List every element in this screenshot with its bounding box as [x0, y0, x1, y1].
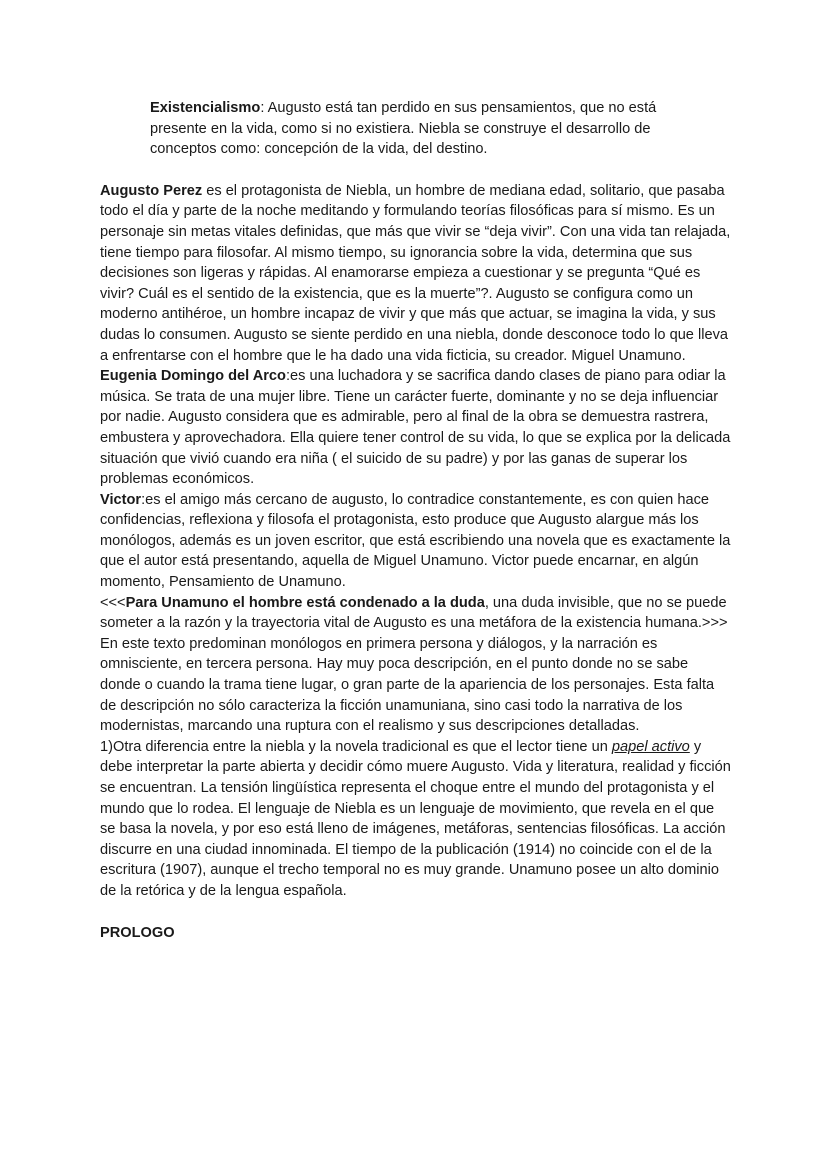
existencialismo-term: Existencialismo — [150, 100, 261, 116]
diferencia-emphasis: papel activo — [611, 738, 690, 755]
narracion-text: En este texto predominan monólogos en primera persona y diálogos, y la narración es omnisciente, en tercera persona. Hay muy poca descripción, en el punto donde no se sabe donde o cuando la trama tiene lugar, o gran parte de la apariencia de los personajes. Esta falta de descripción no sólo caracteriza la ficción unamuniana, sino casi todo la narrativa de los modernistas, marcando una ruptura con el realismo y sus descripciones detalladas. — [100, 635, 715, 735]
existencialismo-block — [150, 98, 710, 160]
existencialismo-paragraph — [150, 98, 710, 160]
diferencia-text-before: 1)Otra diferencia entre la niebla y la novela tradicional es que el lector tiene un — [100, 738, 612, 755]
existencialismo-text: : Augusto está tan perdido en sus pensamientos, que no está presente en la vida, como si no existiera. Niebla se construye el desarrollo de conceptos como: concepción de la vida, del destino. — [150, 100, 657, 158]
eugenia-paragraph — [100, 366, 732, 490]
spacer — [100, 160, 732, 181]
diferencia-paragraph — [100, 737, 732, 902]
quote-prefix: <<< — [100, 594, 126, 611]
victor-text: :es el amigo más cercano de augusto, lo contradice constantemente, es con quien hace confidencias, reflexiona y filosofa el protagonista, esto produce que Augusto alargue más los monólogos, además es un joven escritor, que está escribiendo una novela que es exactamente la que el autor está presentando, aquella de Miguel Unamuno. Victor puede encarnar, en algún momento, Pensamiento de Unamuno. — [100, 491, 731, 591]
quote-paragraph — [100, 593, 732, 634]
document-page — [100, 98, 732, 943]
quote-bold: Para Unamuno el hombre está condenado a la duda — [125, 594, 485, 611]
narracion-paragraph — [100, 634, 732, 737]
victor-paragraph — [100, 490, 732, 593]
quote-text: , una duda invisible, que no se puede someter a la razón y la trayectoria vital de Augusto es una metáfora de la existencia humana.>>> — [100, 594, 728, 632]
prologo-heading: PROLOGO — [100, 924, 175, 941]
augusto-name: Augusto Perez — [100, 182, 203, 199]
eugenia-name: Eugenia Domingo del Arco — [100, 368, 286, 385]
eugenia-text: :es una luchadora y se sacrifica dando clases de piano para odiar la música. Se trata de una mujer libre. Tiene un carácter fuerte, dominante y no se deja influenciar por nadie. Augusto considera que es admirable, pero al final de la obra se demuestra rastrera, embustera y aprovechadora. Ella quiere tener control de su vida, lo que se explica por la delicada situación que vivió cuando era niña ( el suicido de su padre) y por las ganas de superar los problemas económicos. — [100, 368, 731, 488]
augusto-paragraph — [100, 181, 732, 366]
diferencia-text-after: y debe interpretar la parte abierta y decidir cómo muere Augusto. Vida y literatura, realidad y ficción se encuentran. La tensión lingüística representa el choque entre el mundo del protagonista y el mundo que lo rodea. El lenguaje de Niebla es un lenguaje de movimiento, que revela en el que se basa la novela, y por eso está lleno de imágenes, metáforas, sentencias filosóficas. La acción discurre en una ciudad innominada. El tiempo de la publicación (1914) no coincide con el de la escritura (1907), aunque el trecho temporal no es muy grande. Unamuno posee un alto dominio de la retórica y de la lengua española. — [100, 738, 731, 899]
victor-name: Victor — [100, 491, 142, 508]
augusto-text: es el protagonista de Niebla, un hombre de mediana edad, solitario, que pasaba todo el día y parte de la noche meditando y formulando teorías filosóficas para sí mismo. Es un personaje sin metas vitales definidas, que más que vivir se “deja vivir”. Con una vida tan relajada, tiene tiempo para filosofar. Al mismo tiempo, su ignorancia sobre la vida, determina que sus decisiones son ligeras y rápidas. Al enamorarse empieza a cuestionar y se pregunta “Qué es vivir? Cuál es el sentido de la existencia, que es la muerte”?. Augusto se configura como un moderno antihéroe, un hombre incapaz de vivir y que más que actuar, se imagina la vida, y sus dudas lo consumen. Augusto se siente perdido en una niebla, donde desconoce todo lo que lleva a enfrentarse con el hombre que le ha dado una vida ficticia, su creador. Miguel Unamuno. — [100, 182, 731, 364]
